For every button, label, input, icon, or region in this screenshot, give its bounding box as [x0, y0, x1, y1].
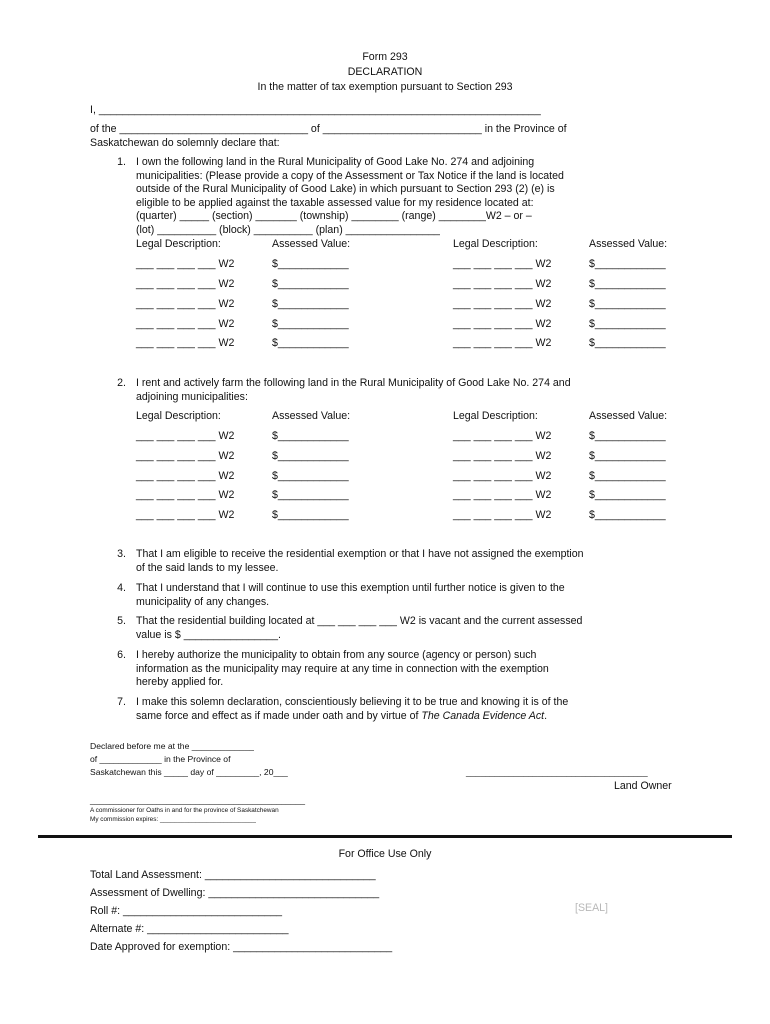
land-owner-signature-field[interactable]: ______________________________________ [466, 767, 648, 777]
assessed-value-field[interactable]: $____________ [589, 470, 666, 482]
item-7-suffix: . [544, 709, 548, 722]
item-2-text [136, 377, 571, 404]
assessed-value-field[interactable]: $____________ [272, 509, 349, 521]
residence-lot-field[interactable]: (lot) __________ (block) __________ (plan) ________________ [136, 223, 440, 236]
assessed-value-field[interactable]: $____________ [589, 258, 666, 270]
item-6-line: I hereby authorize the municipality to obtain from any source (agency or person) such [136, 649, 537, 661]
assessed-value-field[interactable]: $____________ [272, 450, 349, 462]
legal-description-field[interactable]: ___ ___ ___ ___ W2 [453, 258, 552, 270]
assessed-value-field[interactable]: $____________ [272, 278, 349, 290]
assessed-value-field[interactable]: $____________ [589, 318, 666, 330]
item-1-line: eligible to be applied against the taxable assessed value for my residence located at: [136, 196, 534, 209]
legal-description-field[interactable]: ___ ___ ___ ___ W2 [136, 470, 235, 482]
legal-description-header: Legal Description: [136, 410, 221, 422]
declared-of-field[interactable]: of _____________ in the Province of [90, 754, 231, 764]
assessed-value-field[interactable]: $____________ [272, 298, 349, 310]
legal-description-field[interactable]: ___ ___ ___ ___ W2 [136, 489, 235, 501]
legal-description-header: Legal Description: [453, 238, 538, 250]
assessed-value-header: Assessed Value: [589, 238, 668, 250]
legal-description-field[interactable]: ___ ___ ___ ___ W2 [453, 489, 552, 501]
assessed-value-field[interactable]: $____________ [272, 489, 349, 501]
item-6-number: 6. [117, 649, 126, 661]
commissioner-signature-field[interactable]: _____________________________________________ [90, 795, 306, 805]
office-divider [38, 835, 732, 838]
item-4-line: That I understand that I will continue to use this exemption until further notice is given to the [136, 582, 565, 594]
legal-description-field[interactable]: ___ ___ ___ ___ W2 [453, 337, 552, 349]
total-land-assessment-field[interactable]: Total Land Assessment: _____________________________ [90, 869, 376, 881]
declared-place-field[interactable]: Declared before me at the _____________ [90, 741, 254, 751]
assessed-value-field[interactable]: $____________ [272, 318, 349, 330]
item-1-line: municipalities: (Please provide a copy of the Assessment or Tax Notice if the land is located [136, 169, 564, 182]
item-5-text [136, 615, 582, 642]
item-6-line: hereby applied for. [136, 676, 224, 688]
item-4-text [136, 582, 565, 609]
item-1-number: 1. [117, 156, 126, 168]
item-3-number: 3. [117, 548, 126, 560]
seal-placeholder: [SEAL] [575, 902, 608, 914]
legal-description-field[interactable]: ___ ___ ___ ___ W2 [136, 298, 235, 310]
legal-description-field[interactable]: ___ ___ ___ ___ W2 [136, 258, 235, 270]
item-2-number: 2. [117, 377, 126, 389]
act-name: The Canada Evidence Act [421, 709, 545, 722]
legal-description-header: Legal Description: [453, 410, 538, 422]
commission-expires-field[interactable]: My commission expires: ___________________________ [90, 816, 256, 823]
residence-location-field[interactable]: (quarter) _____ (section) _______ (township) ________ (range) ________W2 – or – [136, 210, 532, 222]
item-7-prefix: same force and effect as if made under oath and by virtue of [136, 709, 422, 722]
legal-description-field[interactable]: ___ ___ ___ ___ W2 [136, 450, 235, 462]
land-owner-label: Land Owner [614, 780, 672, 792]
item-3-line: That I am eligible to receive the residential exemption or that I have not assigned the exemption [136, 548, 584, 560]
item-4-line: municipality of any changes. [136, 595, 270, 608]
form-number: Form 293 [362, 51, 408, 63]
assessed-value-header: Assessed Value: [272, 410, 351, 422]
legal-description-field[interactable]: ___ ___ ___ ___ W2 [453, 278, 552, 290]
declared-date-field[interactable]: Saskatchewan this _____ day of _________, 20___ [90, 767, 288, 777]
assessed-value-header: Assessed Value: [589, 410, 668, 422]
legal-description-field[interactable]: ___ ___ ___ ___ W2 [453, 470, 552, 482]
assessed-value-field[interactable]: $____________ [589, 337, 666, 349]
item-1-text [136, 156, 564, 237]
office-use-title: For Office Use Only [338, 848, 432, 860]
vacant-building-value-field[interactable]: value is $ ________________. [136, 628, 281, 641]
item-1-line: I own the following land in the Rural Municipality of Good Lake No. 274 and adjoining [136, 156, 535, 168]
assessed-value-field[interactable]: $____________ [272, 430, 349, 442]
item-7-line: I make this solemn declaration, conscientiously believing it to be true and knowing it is of the [136, 696, 569, 708]
dwelling-assessment-field[interactable]: Assessment of Dwelling: _____________________________ [90, 887, 380, 899]
item-3-text [136, 548, 584, 575]
legal-description-header: Legal Description: [136, 238, 221, 250]
item-4-number: 4. [117, 582, 126, 594]
item-2-line: I rent and actively farm the following land in the Rural Municipality of Good Lake No. 274 and [136, 377, 571, 389]
assessed-value-field[interactable]: $____________ [272, 470, 349, 482]
legal-description-field[interactable]: ___ ___ ___ ___ W2 [453, 298, 552, 310]
assessed-value-field[interactable]: $____________ [589, 450, 666, 462]
assessed-value-field[interactable]: $____________ [272, 337, 349, 349]
declarant-name-field[interactable]: I, ___________________________________________________________________________ [90, 104, 541, 116]
assessed-value-header: Assessed Value: [272, 238, 351, 250]
assessed-value-field[interactable]: $____________ [589, 430, 666, 442]
item-5-number: 5. [117, 615, 126, 627]
vacant-building-location-field[interactable]: That the residential building located at ___ ___ ___ ___ W2 is vacant and the current assessed [136, 615, 583, 627]
document-title: DECLARATION [347, 66, 423, 78]
legal-description-field[interactable]: ___ ___ ___ ___ W2 [453, 450, 552, 462]
commissioner-text: A commissioner for Oaths in and for the province of Saskatchewan [90, 807, 279, 814]
intro-text: Saskatchewan do solemnly declare that: [90, 137, 280, 149]
legal-description-field[interactable]: ___ ___ ___ ___ W2 [453, 509, 552, 521]
assessed-value-field[interactable]: $____________ [589, 489, 666, 501]
document-subtitle: In the matter of tax exemption pursuant to Section 293 [257, 81, 513, 93]
item-2-line: adjoining municipalities: [136, 390, 248, 403]
item-6-text [136, 649, 549, 690]
legal-description-field[interactable]: ___ ___ ___ ___ W2 [136, 509, 235, 521]
legal-description-field[interactable]: ___ ___ ___ ___ W2 [453, 318, 552, 330]
roll-number-field[interactable]: Roll #: ___________________________ [90, 905, 283, 917]
legal-description-field[interactable]: ___ ___ ___ ___ W2 [136, 318, 235, 330]
assessed-value-field[interactable]: $____________ [589, 298, 666, 310]
item-7-text [136, 696, 568, 723]
legal-description-field[interactable]: ___ ___ ___ ___ W2 [453, 430, 552, 442]
alternate-number-field[interactable]: Alternate #: ________________________ [90, 923, 289, 935]
item-6-line: information as the municipality may require at any time in connection with the exemption [136, 662, 549, 675]
item-3-line: of the said lands to my lessee. [136, 561, 279, 574]
date-approved-field[interactable]: Date Approved for exemption: ___________________________ [90, 941, 393, 953]
assessed-value-field[interactable]: $____________ [272, 258, 349, 270]
declarant-location-field[interactable]: of the ________________________________ of ___________________________ in the Province of [90, 123, 567, 135]
legal-description-field[interactable]: ___ ___ ___ ___ W2 [136, 278, 235, 290]
legal-description-field[interactable]: ___ ___ ___ ___ W2 [136, 337, 235, 349]
legal-description-field[interactable]: ___ ___ ___ ___ W2 [136, 430, 235, 442]
item-7-line [136, 710, 568, 724]
assessed-value-field[interactable]: $____________ [589, 278, 666, 290]
assessed-value-field[interactable]: $____________ [589, 509, 666, 521]
item-7-number: 7. [117, 696, 126, 708]
item-1-line: outside of the Rural Municipality of Good Lake) in which pursuant to Section 293 (2) (e) is [136, 183, 555, 195]
